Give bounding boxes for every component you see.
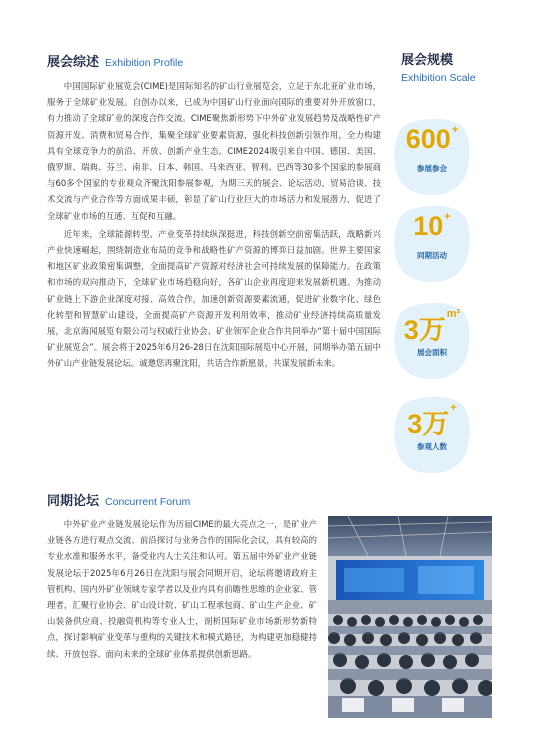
profile-body [47, 78, 381, 372]
profile-title-zh: 展会综述 [47, 55, 100, 70]
section-title-scale [401, 49, 476, 84]
stat-value: 10+ [413, 211, 451, 241]
section-title-forum [47, 490, 190, 509]
profile-paragraph: 中国国际矿业展览会(CIME)是国际知名的矿山行业展览会，立足于东北亚矿业市场，服务于全球矿业发展。自创办以来，已成为中国矿山行业面向国际的重要对外开放窗口，有力推动了全球矿业的深度合作交流。CIME聚焦新形势下中外矿业发展趋势及战略性矿产资源开发、消费和贸易合作，集聚全球矿业要素资源，强化科技创新引领作用，全力构建具有全球竞争力的前沿、开放、创新产业生态。CIME2024吸引来自中国、德国、美国、俄罗斯、瑞典、芬兰、南非、日本、韩国、马来西亚、智利、巴西等30多个国家的参展商与60多个国家的专业观众齐聚沈阳参展参观，为期三天的展会、论坛活动，贸易洽谈、技术交流与产业合作等方面成果丰硕，彰显了矿山行业巨大的市场活力和发展潜力，促进了全球矿业市场的互通、互促和互融。 [47, 81, 381, 221]
forum-photo [328, 516, 492, 718]
stat-value: 600+ [405, 124, 459, 154]
scale-title-en: Exhibition Scale [401, 72, 476, 84]
stat-label: 参展参会 [417, 164, 447, 173]
stat-exhibitors [393, 116, 471, 196]
forum-title-en: Concurrent Forum [105, 496, 191, 508]
profile-paragraph: 近年来，全球能源转型、产业变革持续纵深挺进，科技创新空前密集活跃，战略新兴产业快速崛起，围绕制造业布局的竞争和战略性矿产资源的博弈日益加剧。世界主要国家和地区矿业政策密集调整，全面提高矿产资源对经济社会可持续发展的保障能力。在政策和市场的双向推动下，全球矿业市场趋稳向好，各矿山企业再度迎来发展新机遇。为推动矿业链上下游企业深度对接、高效合作，加速创新资源要素流通，促进矿业数字化、绿色化转型和智慧矿山建设，全面提高矿产资源开发利用效率，推动矿业经济持续高质量发展，北京海闻展览有限公司与权威行业协会、矿业领军企业合作共同举办“第十届中国国际矿业展览会”。展会将于2025年6月26-28日在沈阳国际展览中心开展，同期举办第五届中外矿山产业链发展论坛。诚邀您再聚沈阳，共话合作新愿景，共谋发展新未来。 [47, 228, 381, 369]
stat-visitors [393, 394, 471, 474]
stat-events [393, 203, 471, 283]
scale-title-zh: 展会规模 [401, 53, 454, 68]
stat-value: 3万$^{m^2}$ [403, 308, 461, 345]
stat-value: 3万+ [407, 402, 457, 439]
forum-title-zh: 同期论坛 [47, 494, 100, 509]
forum-body [47, 516, 317, 662]
forum-paragraph: 中外矿业产业链发展论坛作为历届CIME的最大亮点之一，是矿业产业链各方进行观点交流、前沿探讨与业务合作的国际化会议，具有较高的专业水准和服务水平，备受业内人士关注和认可。第五届中外矿业产业链发展论坛于2025年6月26日在沈阳与展会同期开启，论坛将邀请政府主管机构、国内外矿业领域专家学者以及业内具有前瞻性思维的企业家、管理者，汇聚行业协会、矿山设计院、矿山工程承包商、矿山生产企业、矿山装备供应商、投融资机构等专业人士，剖析国际矿业市场新形势新特点，探讨影响矿业变革与重构的关键技术和模式路径，为构建更加稳健持续、开放包容、面向未来的全球矿业体系提供创新思路。 [47, 519, 317, 659]
stat-label: 同期活动 [417, 251, 447, 260]
stat-area [393, 300, 471, 380]
profile-title-en: Exhibition Profile [105, 57, 184, 69]
stat-label: 展会面积 [417, 348, 447, 357]
stat-label: 参观人数 [417, 442, 447, 451]
conference-hall-image [328, 516, 492, 718]
section-title-profile [47, 51, 183, 70]
